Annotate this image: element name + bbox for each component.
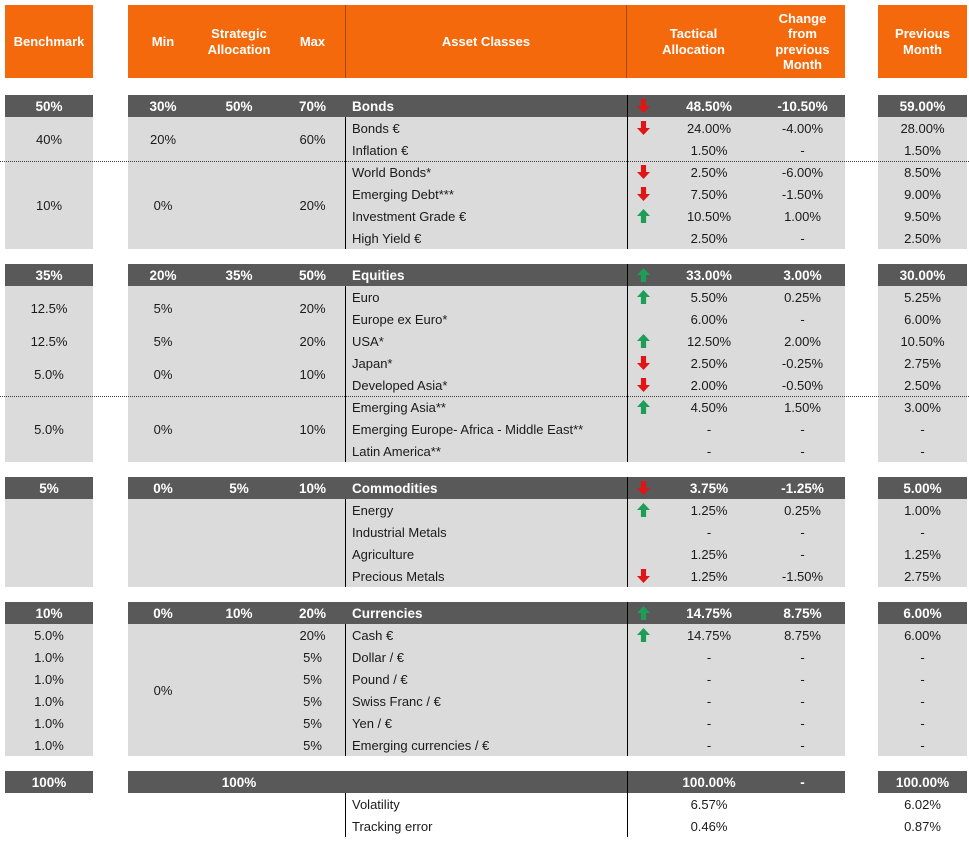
arrow-slot	[628, 334, 658, 348]
header-max: Max	[280, 5, 345, 78]
min-summary-cell: 30%	[128, 95, 198, 117]
tactical-allocation-value: 14.75%	[686, 627, 732, 643]
tactical-allocation-value: 5.50%	[690, 289, 728, 305]
max-summary-cell: 20%	[280, 602, 345, 624]
arrow-slot	[628, 209, 658, 223]
benchmark-group-cell: 1.0%	[5, 668, 93, 690]
tactical-allocation-cell	[627, 815, 760, 837]
tactical-allocation-cell	[627, 440, 760, 462]
arrow-slot	[628, 165, 658, 179]
change-cell: -	[760, 440, 845, 462]
header-benchmark: Benchmark	[5, 5, 93, 78]
previous-month-cell: 8.50%	[878, 161, 967, 183]
stat-previous-cell: 6.02%	[878, 793, 967, 815]
benchmark-group-cell: 40%	[5, 117, 93, 161]
tactical-allocation-value: 2.50%	[690, 355, 728, 371]
tactical-allocation-value: 1.50%	[690, 142, 728, 158]
previous-month-cell: -	[878, 690, 967, 712]
tactical-allocation-value: 2.00%	[690, 377, 728, 393]
asset-class-label: Precious Metals	[345, 565, 627, 587]
down-arrow-icon	[637, 356, 650, 370]
down-arrow-icon	[637, 378, 650, 392]
tactical-allocation-value: 1.25%	[690, 568, 728, 584]
arrow-slot	[628, 503, 658, 517]
previous-month-cell: 6.00%	[878, 308, 967, 330]
previous-month-summary-cell: 30.00%	[878, 264, 967, 286]
max-group-cell: 5%	[280, 646, 345, 668]
previous-month-cell: -	[878, 440, 967, 462]
min-group-cell: 5%	[128, 286, 198, 330]
asset-class-label: USA*	[345, 330, 627, 352]
strategic-empty-cell	[198, 499, 280, 587]
down-arrow-icon	[637, 481, 650, 495]
section-commodities	[5, 477, 969, 587]
min-group-cell: 0%	[128, 396, 198, 462]
tactical-allocation-value: 2.50%	[690, 164, 728, 180]
tactical-allocation-cell	[627, 624, 760, 646]
change-cell: -	[760, 668, 845, 690]
asset-class-label: Swiss Franc / €	[345, 690, 627, 712]
change-cell: -	[760, 227, 845, 249]
asset-class-label: Developed Asia*	[345, 374, 627, 396]
tactical-allocation-cell	[627, 521, 760, 543]
tactical-allocation-cell	[627, 308, 760, 330]
tactical-allocation-cell	[627, 117, 760, 139]
tactical-allocation-value: 1.25%	[690, 502, 728, 518]
up-arrow-icon	[637, 606, 650, 620]
stat-change-cell	[760, 815, 845, 837]
max-group-cell: 10%	[280, 352, 345, 396]
change-cell: -0.25%	[760, 352, 845, 374]
min-summary-cell: 20%	[128, 264, 198, 286]
tactical-allocation-value: 0.46%	[690, 818, 728, 834]
tactical-allocation-cell	[627, 139, 760, 161]
up-arrow-icon	[637, 503, 650, 517]
asset-class-label: Latin America**	[345, 440, 627, 462]
arrow-slot	[628, 290, 658, 304]
previous-month-cell: 9.50%	[878, 205, 967, 227]
max-group-cell: 5%	[280, 668, 345, 690]
change-summary-cell: 3.00%	[760, 264, 845, 286]
benchmark-group-cell	[5, 499, 93, 587]
asset-class-summary-label: Currencies	[345, 602, 627, 624]
change-cell: -6.00%	[760, 161, 845, 183]
arrow-slot	[628, 606, 658, 620]
tactical-allocation-cell	[627, 161, 760, 183]
tactical-allocation-cell	[627, 690, 760, 712]
stat-change-cell	[760, 793, 845, 815]
max-group-cell: 20%	[280, 330, 345, 352]
arrow-slot	[628, 268, 658, 282]
tactical-allocation-value: -	[706, 693, 712, 709]
max-summary-cell: 10%	[280, 477, 345, 499]
up-arrow-icon	[637, 334, 650, 348]
max-group-cell: 5%	[280, 734, 345, 756]
tactical-allocation-cell	[627, 183, 760, 205]
tactical-allocation-cell	[627, 396, 760, 418]
change-cell: -0.50%	[760, 374, 845, 396]
down-arrow-icon	[637, 569, 650, 583]
asset-class-label: Energy	[345, 499, 627, 521]
tactical-allocation-value: 33.00%	[686, 267, 732, 283]
previous-month-cell: 9.00%	[878, 183, 967, 205]
asset-class-label: Investment Grade €	[345, 205, 627, 227]
max-group-cell: 20%	[280, 286, 345, 330]
benchmark-summary-cell: 5%	[5, 477, 93, 499]
benchmark-summary-cell: 35%	[5, 264, 93, 286]
header-asset-classes: Asset Classes	[345, 5, 627, 78]
benchmark-group-cell: 1.0%	[5, 690, 93, 712]
asset-class-label: World Bonds*	[345, 161, 627, 183]
down-arrow-icon	[637, 121, 650, 135]
max-group-cell: 5%	[280, 712, 345, 734]
stat-label: Tracking error	[345, 815, 627, 837]
arrow-slot	[628, 569, 658, 583]
tactical-allocation-value: 14.75%	[686, 605, 732, 621]
previous-month-cell: 1.25%	[878, 543, 967, 565]
strategic-summary-cell: 50%	[198, 95, 280, 117]
previous-month-cell: 5.25%	[878, 286, 967, 308]
change-cell: 1.00%	[760, 205, 845, 227]
arrow-slot	[628, 628, 658, 642]
tactical-allocation-cell	[627, 418, 760, 440]
dotted-separator	[0, 396, 969, 397]
asset-class-summary-label: Equities	[345, 264, 627, 286]
previous-month-cell: 1.00%	[878, 499, 967, 521]
tactical-allocation-cell	[627, 543, 760, 565]
change-cell: 2.00%	[760, 330, 845, 352]
up-arrow-icon	[637, 268, 650, 282]
benchmark-group-cell: 1.0%	[5, 646, 93, 668]
header-tactical-allocation: Tactical Allocation	[627, 5, 760, 78]
header-previous-month: Previous Month	[878, 5, 967, 78]
section-equities	[5, 264, 969, 462]
previous-month-cell: 10.50%	[878, 330, 967, 352]
max-total-cell	[280, 771, 345, 793]
previous-month-summary-cell: 5.00%	[878, 477, 967, 499]
benchmark-total-cell: 100%	[5, 771, 93, 793]
asset-class-label: Bonds €	[345, 117, 627, 139]
tactical-allocation-value: 100.00%	[682, 774, 736, 790]
asset-class-label: Agriculture	[345, 543, 627, 565]
change-cell: -1.50%	[760, 565, 845, 587]
tactical-allocation-cell	[627, 264, 760, 286]
tactical-allocation-cell	[627, 565, 760, 587]
tactical-allocation-cell	[627, 352, 760, 374]
previous-month-cell: 2.50%	[878, 227, 967, 249]
asset-class-label: Emerging Europe- Africa - Middle East**	[345, 418, 627, 440]
previous-month-summary-cell: 59.00%	[878, 95, 967, 117]
tactical-allocation-value: 6.00%	[690, 311, 728, 327]
previous-month-total-cell: 100.00%	[878, 771, 967, 793]
max-group-cell: 20%	[280, 624, 345, 646]
max-group-cell: 10%	[280, 396, 345, 462]
arrow-slot	[628, 481, 658, 495]
previous-month-cell: 2.75%	[878, 565, 967, 587]
strategic-summary-cell: 10%	[198, 602, 280, 624]
asset-class-label: Industrial Metals	[345, 521, 627, 543]
benchmark-group-cell: 1.0%	[5, 734, 93, 756]
tactical-allocation-value: 2.50%	[690, 230, 728, 246]
arrow-slot	[628, 400, 658, 414]
change-summary-cell: -10.50%	[760, 95, 845, 117]
tactical-allocation-cell	[627, 499, 760, 521]
tactical-allocation-cell	[627, 205, 760, 227]
section-bonds	[5, 95, 969, 249]
asset-class-label: Emerging Debt***	[345, 183, 627, 205]
change-cell: 8.75%	[760, 624, 845, 646]
change-cell: -	[760, 734, 845, 756]
benchmark-summary-cell: 50%	[5, 95, 93, 117]
tactical-allocation-value: 48.50%	[686, 98, 732, 114]
stat-previous-cell: 0.87%	[878, 815, 967, 837]
tactical-allocation-value: 12.50%	[686, 333, 732, 349]
change-cell: -4.00%	[760, 117, 845, 139]
change-cell: -	[760, 646, 845, 668]
benchmark-group-cell: 10%	[5, 161, 93, 249]
tactical-allocation-cell	[627, 712, 760, 734]
asset-class-label: Europe ex Euro*	[345, 308, 627, 330]
tactical-allocation-cell	[627, 330, 760, 352]
tactical-allocation-value: -	[706, 671, 712, 687]
max-summary-cell: 50%	[280, 264, 345, 286]
change-cell: -	[760, 418, 845, 440]
asset-class-label: Euro	[345, 286, 627, 308]
asset-class-label: Cash €	[345, 624, 627, 646]
min-group-cell	[128, 499, 198, 587]
previous-month-cell: -	[878, 712, 967, 734]
min-group-cell: 0%	[128, 624, 198, 756]
min-summary-cell: 0%	[128, 477, 198, 499]
arrow-slot	[628, 99, 658, 113]
down-arrow-icon	[637, 187, 650, 201]
previous-month-cell: -	[878, 646, 967, 668]
previous-month-cell: -	[878, 668, 967, 690]
tactical-allocation-value: -	[706, 443, 712, 459]
tactical-allocation-value: -	[706, 524, 712, 540]
arrow-slot	[628, 356, 658, 370]
min-group-cell: 0%	[128, 352, 198, 396]
tactical-allocation-value: 1.25%	[690, 546, 728, 562]
previous-month-cell: -	[878, 418, 967, 440]
asset-class-label: High Yield €	[345, 227, 627, 249]
tactical-allocation-cell	[627, 668, 760, 690]
max-summary-cell: 70%	[280, 95, 345, 117]
benchmark-group-cell: 1.0%	[5, 712, 93, 734]
up-arrow-icon	[637, 400, 650, 414]
dotted-separator	[0, 161, 969, 162]
up-arrow-icon	[637, 209, 650, 223]
header-min: Min	[128, 5, 198, 78]
table-header	[5, 5, 969, 78]
strategic-summary-cell: 35%	[198, 264, 280, 286]
previous-month-cell: 1.50%	[878, 139, 967, 161]
down-arrow-icon	[637, 99, 650, 113]
down-arrow-icon	[637, 165, 650, 179]
tactical-allocation-value: -	[706, 649, 712, 665]
previous-month-cell: 2.50%	[878, 374, 967, 396]
tactical-allocation-value: 7.50%	[690, 186, 728, 202]
change-cell: 0.25%	[760, 499, 845, 521]
benchmark-group-cell: 5.0%	[5, 624, 93, 646]
change-summary-cell: -1.25%	[760, 477, 845, 499]
benchmark-group-cell: 12.5%	[5, 330, 93, 352]
change-cell: -1.50%	[760, 183, 845, 205]
arrow-slot	[628, 121, 658, 135]
change-cell: -	[760, 690, 845, 712]
change-cell: -	[760, 308, 845, 330]
previous-month-summary-cell: 6.00%	[878, 602, 967, 624]
section-total	[5, 771, 969, 837]
tactical-allocation-cell	[627, 374, 760, 396]
change-cell: -	[760, 543, 845, 565]
benchmark-group-cell: 5.0%	[5, 396, 93, 462]
max-group-cell: 20%	[280, 161, 345, 249]
header-change-from-previous-month: Change from previous Month	[760, 5, 845, 78]
previous-month-cell: 3.00%	[878, 396, 967, 418]
max-group-cell: 60%	[280, 117, 345, 161]
tactical-allocation-value: 3.75%	[689, 480, 729, 496]
table-body	[5, 95, 969, 837]
stat-label: Volatility	[345, 793, 627, 815]
max-group-cell	[280, 499, 345, 587]
tactical-allocation-cell	[627, 477, 760, 499]
tactical-allocation-value: 24.00%	[686, 120, 732, 136]
strategic-summary-cell: 5%	[198, 477, 280, 499]
min-group-cell: 20%	[128, 117, 198, 161]
strategic-empty-cell	[198, 286, 280, 462]
tactical-allocation-cell	[627, 95, 760, 117]
change-cell: -	[760, 139, 845, 161]
previous-month-cell: 6.00%	[878, 624, 967, 646]
previous-month-cell: 2.75%	[878, 352, 967, 374]
asset-total-cell	[345, 771, 627, 793]
min-summary-cell: 0%	[128, 602, 198, 624]
strategic-empty-cell	[198, 117, 280, 249]
asset-class-label: Japan*	[345, 352, 627, 374]
change-cell: 1.50%	[760, 396, 845, 418]
asset-class-summary-label: Commodities	[345, 477, 627, 499]
previous-month-cell: 28.00%	[878, 117, 967, 139]
strategic-total-cell: 100%	[198, 771, 280, 793]
change-cell: 0.25%	[760, 286, 845, 308]
tactical-allocation-value: -	[706, 737, 712, 753]
min-total-cell	[128, 771, 198, 793]
benchmark-group-cell: 5.0%	[5, 352, 93, 396]
tactical-allocation-cell	[627, 646, 760, 668]
asset-class-label: Inflation €	[345, 139, 627, 161]
header-strategic-allocation: Strategic Allocation	[198, 5, 280, 78]
strategic-empty-cell	[198, 624, 280, 756]
max-group-cell: 5%	[280, 690, 345, 712]
tactical-allocation-cell	[627, 602, 760, 624]
arrow-slot	[628, 187, 658, 201]
change-cell: -	[760, 521, 845, 543]
section-currencies	[5, 602, 969, 756]
change-summary-cell: 8.75%	[760, 602, 845, 624]
previous-month-cell: -	[878, 521, 967, 543]
tactical-allocation-value: 4.50%	[690, 399, 728, 415]
asset-class-label: Pound / €	[345, 668, 627, 690]
change-total-cell: -	[760, 771, 845, 793]
min-group-cell: 0%	[128, 161, 198, 249]
previous-month-cell: -	[878, 734, 967, 756]
asset-class-label: Dollar / €	[345, 646, 627, 668]
asset-class-label: Emerging Asia**	[345, 396, 627, 418]
tactical-allocation-value: 10.50%	[686, 208, 732, 224]
tactical-allocation-cell	[627, 771, 760, 793]
up-arrow-icon	[637, 628, 650, 642]
tactical-allocation-value: -	[706, 715, 712, 731]
min-group-cell: 5%	[128, 330, 198, 352]
asset-class-summary-label: Bonds	[345, 95, 627, 117]
tactical-allocation-cell	[627, 793, 760, 815]
arrow-slot	[628, 378, 658, 392]
tactical-allocation-cell	[627, 734, 760, 756]
tactical-allocation-cell	[627, 286, 760, 308]
benchmark-group-cell: 12.5%	[5, 286, 93, 330]
asset-class-label: Yen / €	[345, 712, 627, 734]
asset-class-label: Emerging currencies / €	[345, 734, 627, 756]
tactical-allocation-value: -	[706, 421, 712, 437]
change-cell: -	[760, 712, 845, 734]
benchmark-summary-cell: 10%	[5, 602, 93, 624]
up-arrow-icon	[637, 290, 650, 304]
tactical-allocation-value: 6.57%	[690, 796, 728, 812]
tactical-allocation-cell	[627, 227, 760, 249]
